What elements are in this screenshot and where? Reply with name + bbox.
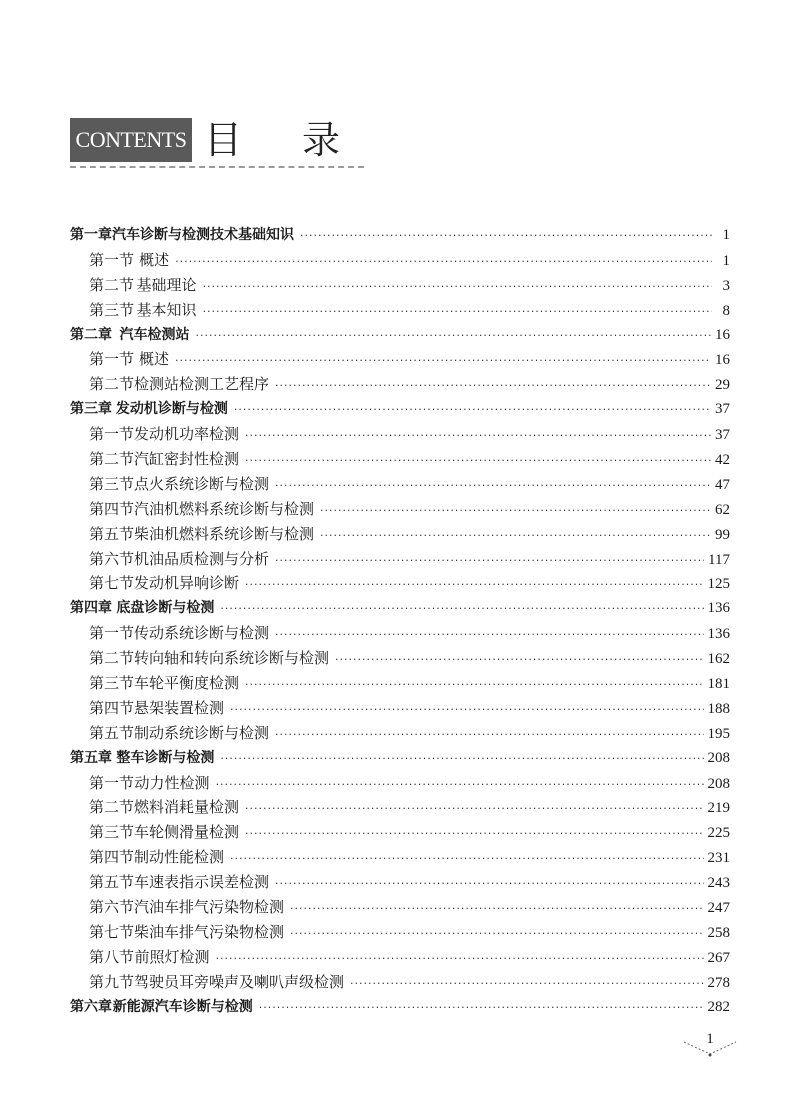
page-ref: 243 (707, 875, 730, 892)
chapter-number: 第五章 (70, 749, 112, 766)
toc-section-entry[interactable] (70, 497, 730, 522)
toc-section-entry[interactable] (70, 820, 730, 845)
section-number: 第一节 (89, 350, 135, 369)
chapter-title: 新能源汽车诊断与检测 (112, 998, 253, 1015)
section-title: 动力性检测 (134, 773, 210, 792)
section-title: 驾驶员耳旁噪声及喇叭声级检测 (134, 972, 345, 991)
toc-section-entry[interactable] (70, 945, 730, 970)
dot-leader (230, 847, 703, 872)
dot-leader (275, 623, 703, 648)
toc-chapter-entry[interactable] (70, 323, 730, 348)
page-ref: 62 (715, 501, 730, 518)
toc-section-entry[interactable] (70, 447, 730, 472)
table-of-contents (70, 223, 730, 1020)
toc-section-entry[interactable] (70, 347, 730, 372)
page-ref: 99 (715, 526, 730, 543)
section-number: 第二节 (89, 649, 135, 668)
page-ref: 188 (707, 700, 730, 717)
section-title: 柴油机燃料系统诊断与检测 (134, 524, 315, 543)
page-ref: 29 (715, 377, 730, 394)
section-number: 第六节 (89, 549, 135, 568)
page-ref: 1 (722, 227, 730, 243)
section-title: 汽缸密封性检测 (134, 450, 240, 469)
toc-section-entry[interactable] (70, 895, 730, 920)
section-title: 发动机异响诊断 (134, 574, 240, 593)
toc-section-entry[interactable] (70, 920, 730, 945)
page-ref: 16 (715, 326, 730, 343)
dot-leader (234, 398, 711, 423)
chapter-title: 发动机诊断与检测 (115, 401, 228, 418)
page-ref: 208 (707, 775, 730, 792)
section-number: 第三节 (89, 823, 135, 842)
toc-chapter-entry[interactable] (70, 223, 730, 248)
toc-section-entry[interactable] (70, 721, 730, 746)
section-number: 第八节 (89, 947, 135, 966)
page-ref: 125 (707, 576, 730, 593)
section-title: 概述 (139, 350, 170, 369)
toc-section-entry[interactable] (70, 696, 730, 721)
section-number: 第五节 (89, 723, 135, 742)
section-number: 第七节 (89, 574, 135, 593)
section-title: 车轮平衡度检测 (134, 674, 240, 693)
section-number: 第四节 (89, 698, 135, 717)
dot-leader (300, 224, 712, 249)
section-title: 燃料消耗量检测 (134, 798, 240, 817)
dot-leader (275, 474, 711, 499)
dot-leader (275, 872, 703, 897)
section-title: 基础理论 (136, 275, 197, 294)
section-number: 第一节 (89, 624, 135, 643)
section-title: 转向轴和转向系统诊断与检测 (134, 649, 330, 668)
dot-leader (220, 747, 703, 772)
section-title: 概述 (139, 250, 170, 269)
toc-section-entry[interactable] (70, 248, 730, 273)
dot-leader (290, 897, 703, 922)
toc-section-entry[interactable] (70, 372, 730, 397)
dot-leader (175, 349, 711, 374)
page-ref: 247 (707, 900, 730, 917)
page-ref: 16 (715, 352, 730, 369)
section-number: 第七节 (89, 922, 135, 941)
section-number: 第二节 (89, 450, 135, 469)
page-ref: 195 (707, 725, 730, 742)
section-number: 第九节 (89, 972, 135, 991)
page-ref: 37 (715, 401, 730, 418)
page-ref: 162 (707, 651, 730, 668)
toc-section-entry[interactable] (70, 422, 730, 447)
toc-section-entry[interactable] (70, 571, 730, 596)
page-ref: 117 (708, 551, 730, 568)
section-number: 第二节 (89, 275, 135, 294)
dot-leader (203, 300, 712, 325)
section-title: 前照灯检测 (134, 947, 210, 966)
section-title: 传动系统诊断与检测 (134, 624, 270, 643)
section-title: 制动性能检测 (134, 848, 225, 867)
section-title: 检测站检测工艺程序 (134, 375, 270, 394)
toc-chapter-entry[interactable] (70, 995, 730, 1020)
page-number: 1 (706, 1031, 714, 1047)
page-ref: 231 (707, 850, 730, 867)
section-title: 制动系统诊断与检测 (134, 723, 270, 742)
page-ref: 42 (715, 452, 730, 469)
header-dashed-rule (70, 166, 364, 168)
dot-leader (335, 648, 703, 673)
toc-header (70, 118, 401, 168)
dot-leader (216, 947, 704, 972)
page-folio (680, 1028, 740, 1064)
toc-section-entry[interactable] (70, 298, 730, 323)
section-title: 发动机功率检测 (134, 425, 240, 444)
toc-chapter-entry[interactable] (70, 746, 730, 771)
page-ref: 47 (715, 476, 730, 493)
dot-leader (230, 698, 703, 723)
dot-leader (320, 524, 711, 549)
section-title: 基本知识 (136, 300, 197, 319)
contents-label-box: CONTENTS (70, 118, 192, 162)
section-number: 第五节 (89, 524, 135, 543)
section-number: 第一节 (89, 250, 135, 269)
toc-section-entry[interactable] (70, 970, 730, 995)
page-ref: 219 (707, 800, 730, 817)
toc-section-entry[interactable] (70, 621, 730, 646)
toc-section-entry[interactable] (70, 547, 730, 572)
chapter-number: 第三章 (70, 401, 112, 418)
section-number: 第四节 (89, 499, 135, 518)
page-ref: 225 (707, 825, 730, 842)
section-number: 第五节 (89, 873, 135, 892)
section-number: 第三节 (89, 474, 135, 493)
toc-section-entry[interactable] (70, 771, 730, 796)
dot-leader (203, 275, 712, 300)
page-title: 目录 (204, 118, 401, 162)
section-number: 第三节 (89, 674, 135, 693)
page-ref: 136 (707, 626, 730, 643)
section-title: 汽油车排气污染物检测 (134, 898, 285, 917)
dot-leader (245, 822, 703, 847)
dot-leader (220, 597, 703, 622)
page-ref: 282 (707, 998, 730, 1015)
dot-leader (259, 996, 704, 1021)
section-number: 第二节 (89, 798, 135, 817)
dot-leader (275, 723, 703, 748)
section-title: 柴油车排气污染物检测 (134, 922, 285, 941)
page-ref: 267 (707, 949, 730, 966)
section-number: 第三节 (89, 300, 135, 319)
chapter-number: 第一章 (70, 227, 112, 243)
section-title: 悬架装置检测 (134, 698, 225, 717)
toc-section-entry[interactable] (70, 472, 730, 497)
toc-section-entry[interactable] (70, 646, 730, 671)
chapter-title: 汽车诊断与检测技术基础知识 (112, 227, 294, 243)
section-number: 第一节 (89, 773, 135, 792)
section-title: 车速表指示误差检测 (134, 873, 270, 892)
page-ref: 1 (722, 252, 730, 269)
dot-leader (290, 922, 703, 947)
section-number: 第一节 (89, 425, 135, 444)
toc-section-entry[interactable] (70, 870, 730, 895)
toc-chapter-entry[interactable] (70, 397, 730, 422)
chapter-title: 整车诊断与检测 (116, 749, 215, 766)
dot-leader (275, 549, 704, 574)
page-ref: 208 (707, 749, 730, 766)
chapter-title: 底盘诊断与检测 (116, 600, 215, 617)
section-title: 汽油机燃料系统诊断与检测 (134, 499, 315, 518)
chapter-title: 汽车检测站 (119, 326, 190, 343)
section-title: 车轮侧滑量检测 (134, 823, 240, 842)
dot-leader (216, 773, 704, 798)
page-ref: 136 (707, 600, 730, 617)
dot-leader (245, 573, 703, 598)
toc-section-entry[interactable] (70, 522, 730, 547)
chapter-number: 第二章 (70, 326, 112, 343)
section-title: 机油品质检测与分析 (134, 549, 270, 568)
toc-section-entry[interactable] (70, 273, 730, 298)
dot-leader (320, 499, 711, 524)
page-ref: 258 (707, 924, 730, 941)
page-ref: 278 (707, 974, 730, 991)
dot-leader (275, 374, 711, 399)
page-ref: 3 (722, 277, 730, 294)
chapter-number: 第六章 (70, 998, 112, 1015)
dot-leader (245, 673, 703, 698)
toc-section-entry[interactable] (70, 845, 730, 870)
section-number: 第六节 (89, 898, 135, 917)
section-number: 第二节 (89, 375, 135, 394)
toc-section-entry[interactable] (70, 671, 730, 696)
page-ref: 181 (707, 676, 730, 693)
dot-leader (245, 449, 711, 474)
folio-chevron-ornament (680, 1040, 740, 1060)
section-number: 第四节 (89, 848, 135, 867)
toc-chapter-entry[interactable] (70, 596, 730, 621)
chapter-number: 第四章 (70, 600, 112, 617)
dot-leader (245, 797, 703, 822)
dot-leader (245, 424, 711, 449)
dot-leader (175, 250, 712, 275)
dot-leader (350, 972, 703, 997)
page-ref: 37 (715, 427, 730, 444)
dot-leader (196, 324, 711, 349)
toc-section-entry[interactable] (70, 795, 730, 820)
section-title: 点火系统诊断与检测 (134, 474, 270, 493)
page-ref: 8 (722, 302, 730, 319)
